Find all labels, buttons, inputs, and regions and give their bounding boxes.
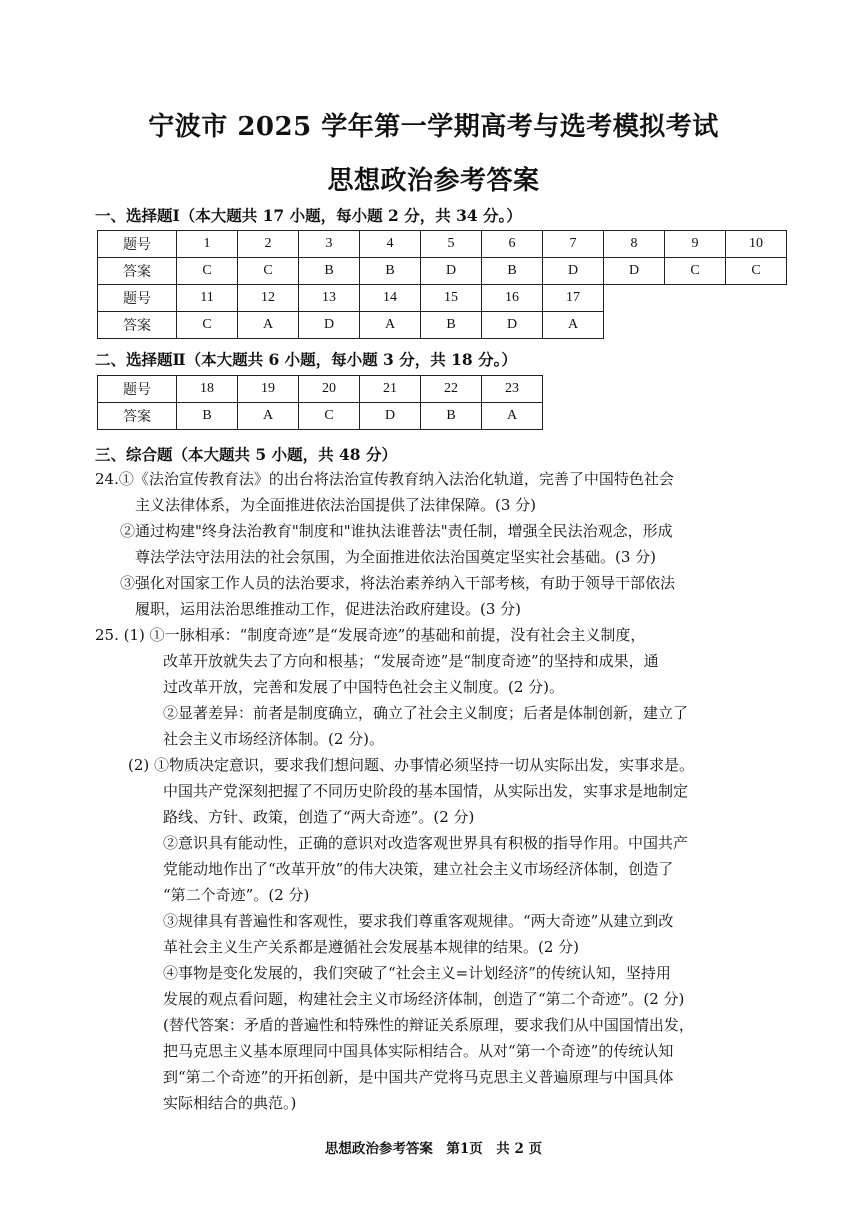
empty-cell	[665, 285, 726, 312]
answer-text-line: 到“第二个奇迹”的开拓创新，是中国共产党将马克思主义普遍原理与中国具体	[163, 1068, 674, 1086]
answer-text-line: 革社会主义生产关系都是遵循社会发展基本规律的结果。(2 分)	[163, 938, 580, 956]
question-number: 2	[238, 231, 299, 258]
section2-heading: 二、选择题Ⅱ（本大题共 6 小题，每小题 3 分，共 18 分。）	[95, 350, 517, 369]
question-number: 9	[665, 231, 726, 258]
answer-cell: D	[482, 312, 543, 339]
answer-cell: A	[238, 403, 299, 430]
empty-cell	[665, 312, 726, 339]
answer-text-line: ②意识具有能动性，正确的意识对改造客观世界具有积极的指导作用。中国共产	[163, 834, 689, 852]
question-number: 7	[543, 231, 604, 258]
empty-cell	[604, 312, 665, 339]
answer-cell: C	[299, 403, 360, 430]
answer-text-line: 过改革开放，完善和发展了中国特色社会主义制度。(2 分)。	[163, 678, 565, 696]
question-number: 14	[360, 285, 421, 312]
answer-cell: D	[360, 403, 421, 430]
answer-text-line: 党能动地作出了“改革开放”的伟大决策，建立社会主义市场经济体制，创造了	[163, 860, 674, 878]
answer-text-line: ③强化对国家工作人员的法治要求，将法治素养纳入干部考核，有助于领导干部依法	[120, 574, 676, 592]
answer-text-line: 把马克思主义基本原理同中国具体实际相结合。从对“第一个奇迹”的传统认知	[163, 1042, 674, 1060]
answer-text-line: ②通过构建"终身法治教育"制度和"谁执法谁普法"责任制，增强全民法治观念，形成	[120, 522, 673, 540]
section3-heading: 三、综合题（本大题共 5 小题，共 48 分）	[95, 445, 397, 464]
question-number: 11	[177, 285, 238, 312]
question-number-label: 题号	[98, 231, 177, 258]
empty-cell	[726, 312, 787, 339]
answer-cell: C	[177, 312, 238, 339]
question-number: 13	[299, 285, 360, 312]
question-number: 8	[604, 231, 665, 258]
empty-cell	[604, 285, 665, 312]
answer-text-line: 中国共产党深刻把握了不同历史阶段的基本国情，从实际出发，实事求是地制定	[163, 782, 689, 800]
section1-heading: 一、选择题Ⅰ（本大题共 17 小题，每小题 2 分，共 34 分。）	[95, 206, 522, 225]
answer-text-line: 路线、方针、政策，创造了“两大奇迹”。(2 分)	[163, 808, 475, 826]
answer-cell: D	[421, 258, 482, 285]
answer-label: 答案	[98, 312, 177, 339]
answer-cell: C	[177, 258, 238, 285]
answer-text-line: 主义法律体系，为全面推进依法治国提供了法律保障。(3 分)	[135, 496, 537, 514]
question-number: 15	[421, 285, 482, 312]
table-row	[98, 312, 787, 339]
question-number: 22	[421, 376, 482, 403]
answer-cell: D	[299, 312, 360, 339]
answer-cell: A	[360, 312, 421, 339]
answer-text-line: 实际相结合的典范。)	[163, 1094, 297, 1112]
answer-cell: B	[421, 403, 482, 430]
question-number: 3	[299, 231, 360, 258]
page-footer: 思想政治参考答案 第1页 共 2 页	[324, 1141, 543, 1157]
answer-text-line: ③规律具有普遍性和客观性，要求我们尊重客观规律。“两大奇迹”从建立到改	[163, 912, 674, 930]
answer-cell: C	[726, 258, 787, 285]
question-number: 20	[299, 376, 360, 403]
answer-cell: D	[604, 258, 665, 285]
question-number: 18	[177, 376, 238, 403]
table-row	[98, 403, 543, 430]
answer-cell: C	[238, 258, 299, 285]
question-number: 6	[482, 231, 543, 258]
answer-text-line: 尊法学法守法用法的社会氛围，为全面推进依法治国奠定坚实社会基础。(3 分)	[135, 548, 657, 566]
answer-cell: C	[665, 258, 726, 285]
answer-cell: A	[238, 312, 299, 339]
answer-text-line: “第二个奇迹”。(2 分)	[163, 886, 310, 904]
answer-text-line: 发展的观点看问题，构建社会主义市场经济体制，创造了“第二个奇迹”。(2 分)	[163, 990, 685, 1008]
table-row	[98, 285, 787, 312]
answer-cell: A	[543, 312, 604, 339]
answer-text-line: 履职，运用法治思维推动工作，促进法治政府建设。(3 分)	[135, 600, 522, 618]
question-number: 16	[482, 285, 543, 312]
exam-title: 宁波市 2025 学年第一学期高考与选考模拟考试	[148, 112, 719, 142]
empty-cell	[726, 285, 787, 312]
answer-text-line: ②显著差异：前者是制度确立，确立了社会主义制度；后者是体制创新，建立了	[163, 704, 689, 722]
question-number-label: 题号	[98, 376, 177, 403]
question-number: 12	[238, 285, 299, 312]
answer-cell: B	[299, 258, 360, 285]
answer-cell: B	[177, 403, 238, 430]
question-number-label: 题号	[98, 285, 177, 312]
question-number: 5	[421, 231, 482, 258]
question-number: 1	[177, 231, 238, 258]
question-number: 10	[726, 231, 787, 258]
table-row	[98, 376, 543, 403]
answer-cell: B	[482, 258, 543, 285]
question-number: 19	[238, 376, 299, 403]
answer-text-line: 改革开放就失去了方向和根基；“发展奇迹”是“制度奇迹”的坚持和成果，通	[163, 652, 659, 670]
section1-answer-table	[97, 230, 787, 339]
table-row	[98, 258, 787, 285]
answer-text-line: (替代答案：矛盾的普遍性和特殊性的辩证关系原理，要求我们从中国国情出发，	[163, 1016, 694, 1034]
answer-text-line: 社会主义市场经济体制。(2 分)。	[163, 730, 385, 748]
table-row	[98, 231, 787, 258]
answer-cell: A	[482, 403, 543, 430]
answer-key-subtitle: 思想政治参考答案	[327, 166, 540, 196]
question-number: 23	[482, 376, 543, 403]
answer-text-line: 24.①《法治宣传教育法》的出台将法治宣传教育纳入法治化轨道，完善了中国特色社会	[95, 470, 674, 488]
answer-text-line: ④事物是变化发展的，我们突破了“社会主义=计划经济”的传统认知，坚持用	[163, 964, 671, 982]
answer-label: 答案	[98, 258, 177, 285]
answer-text-line: (2) ①物质决定意识，要求我们想问题、办事情必须坚持一切从实际出发，实事求是。	[128, 756, 695, 774]
answer-cell: B	[421, 312, 482, 339]
section2-answer-table	[97, 375, 543, 430]
question-number: 4	[360, 231, 421, 258]
question-number: 21	[360, 376, 421, 403]
answer-cell: B	[360, 258, 421, 285]
answer-cell: D	[543, 258, 604, 285]
answer-label: 答案	[98, 403, 177, 430]
question-number: 17	[543, 285, 604, 312]
answer-text-line: 25. (1) ①一脉相承：“制度奇迹”是“发展奇迹”的基础和前提，没有社会主义制度，	[95, 626, 646, 644]
